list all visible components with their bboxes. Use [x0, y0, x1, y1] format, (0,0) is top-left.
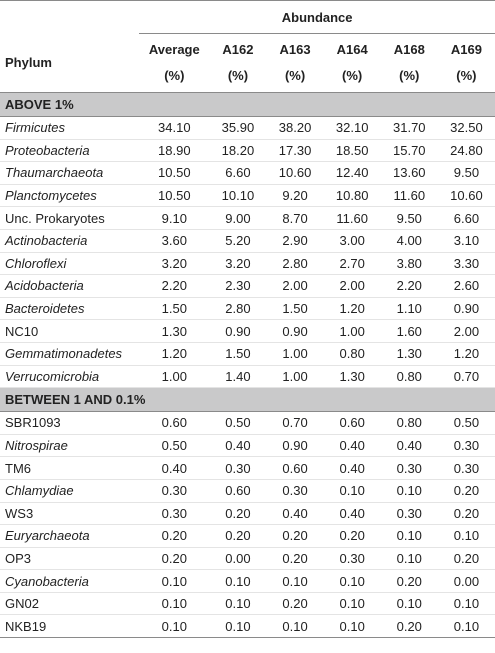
abundance-value: 10.60	[438, 184, 495, 207]
table-body	[0, 93, 495, 638]
abundance-value: 0.20	[267, 525, 324, 548]
abundance-value: 0.80	[381, 365, 438, 388]
table-row	[0, 457, 495, 480]
abundance-value: 6.60	[438, 207, 495, 230]
phylum-name: OP3	[0, 547, 139, 570]
abundance-value: 1.50	[209, 342, 266, 365]
phylum-header: Phylum	[0, 34, 139, 93]
abundance-value: 6.60	[209, 162, 266, 185]
abundance-value: 12.40	[324, 162, 381, 185]
abundance-value: 0.70	[438, 365, 495, 388]
abundance-value: 0.40	[139, 457, 209, 480]
phylum-name: Unc. Prokaryotes	[0, 207, 139, 230]
abundance-value: 0.40	[267, 502, 324, 525]
abundance-value: 5.20	[209, 229, 266, 252]
abundance-value: 0.20	[324, 525, 381, 548]
abundance-value: 0.10	[324, 479, 381, 502]
abundance-value: 0.30	[438, 434, 495, 457]
abundance-value: 0.00	[209, 547, 266, 570]
abundance-value: 0.10	[438, 592, 495, 615]
abundance-value: 0.20	[438, 502, 495, 525]
abundance-value: 0.10	[267, 570, 324, 593]
table-row	[0, 342, 495, 365]
abundance-value: 0.20	[438, 547, 495, 570]
abundance-value: 2.20	[139, 275, 209, 298]
abundance-value: 18.50	[324, 139, 381, 162]
abundance-value: 32.50	[438, 117, 495, 140]
column-unit: (%)	[342, 68, 363, 83]
abundance-value: 1.00	[267, 365, 324, 388]
abundance-value: 0.80	[324, 342, 381, 365]
phylum-name: SBR1093	[0, 412, 139, 435]
abundance-value: 1.50	[139, 297, 209, 320]
abundance-value: 0.60	[324, 412, 381, 435]
table-row	[0, 162, 495, 185]
abundance-header: Abundance	[139, 1, 495, 34]
abundance-value: 0.10	[324, 615, 381, 638]
section-title: ABOVE 1%	[0, 93, 495, 117]
phylum-name: NC10	[0, 320, 139, 343]
table-row	[0, 297, 495, 320]
abundance-value: 0.20	[381, 615, 438, 638]
section-title: BETWEEN 1 AND 0.1%	[0, 388, 495, 412]
phylum-name: Verrucomicrobia	[0, 365, 139, 388]
abundance-value: 35.90	[209, 117, 266, 140]
table-row	[0, 412, 495, 435]
abundance-value: 9.20	[267, 184, 324, 207]
phylum-name: Gemmatimonadetes	[0, 342, 139, 365]
abundance-value: 0.20	[267, 547, 324, 570]
column-header-a163	[267, 34, 324, 93]
abundance-value: 1.40	[209, 365, 266, 388]
abundance-value: 9.10	[139, 207, 209, 230]
table-row	[0, 252, 495, 275]
abundance-value: 3.10	[438, 229, 495, 252]
table-row	[0, 479, 495, 502]
abundance-value: 1.20	[438, 342, 495, 365]
column-name: A163	[279, 42, 311, 57]
abundance-value: 0.70	[267, 412, 324, 435]
table-row	[0, 229, 495, 252]
abundance-value: 0.20	[438, 479, 495, 502]
phylum-name: WS3	[0, 502, 139, 525]
table-row	[0, 320, 495, 343]
column-name: Average	[148, 42, 200, 57]
abundance-value: 0.30	[438, 457, 495, 480]
phylum-name: Chloroflexi	[0, 252, 139, 275]
abundance-value: 18.20	[209, 139, 266, 162]
column-unit: (%)	[164, 68, 185, 83]
abundance-value: 0.40	[324, 457, 381, 480]
abundance-value: 0.10	[209, 592, 266, 615]
abundance-value: 3.30	[438, 252, 495, 275]
abundance-value: 0.20	[139, 547, 209, 570]
abundance-value: 0.40	[209, 434, 266, 457]
table-row	[0, 434, 495, 457]
abundance-value: 0.10	[324, 592, 381, 615]
abundance-value: 2.80	[209, 297, 266, 320]
table-row	[0, 139, 495, 162]
abundance-value: 1.20	[324, 297, 381, 320]
abundance-value: 0.30	[381, 457, 438, 480]
abundance-value: 0.50	[209, 412, 266, 435]
column-unit: (%)	[284, 68, 306, 83]
abundance-value: 0.10	[324, 570, 381, 593]
abundance-value: 3.20	[209, 252, 266, 275]
abundance-value: 13.60	[381, 162, 438, 185]
abundance-value: 2.70	[324, 252, 381, 275]
abundance-value: 31.70	[381, 117, 438, 140]
abundance-value: 0.30	[139, 502, 209, 525]
abundance-value: 0.10	[267, 615, 324, 638]
abundance-value: 0.60	[139, 412, 209, 435]
phylum-name: Acidobacteria	[0, 275, 139, 298]
abundance-value: 0.30	[139, 479, 209, 502]
abundance-value: 2.00	[324, 275, 381, 298]
abundance-value: 1.20	[139, 342, 209, 365]
abundance-value: 9.50	[438, 162, 495, 185]
abundance-value: 4.00	[381, 229, 438, 252]
abundance-value: 0.10	[209, 615, 266, 638]
abundance-value: 0.10	[139, 615, 209, 638]
abundance-value: 24.80	[438, 139, 495, 162]
column-header-a162	[209, 34, 266, 93]
column-name: A168	[393, 42, 425, 57]
abundance-value: 1.10	[381, 297, 438, 320]
abundance-value: 38.20	[267, 117, 324, 140]
abundance-value: 3.80	[381, 252, 438, 275]
abundance-value: 8.70	[267, 207, 324, 230]
abundance-value: 0.20	[139, 525, 209, 548]
phylum-name: Thaumarchaeota	[0, 162, 139, 185]
abundance-value: 0.10	[381, 547, 438, 570]
column-unit: (%)	[227, 68, 249, 83]
column-name: A162	[222, 42, 254, 57]
column-header-a169	[438, 34, 495, 93]
table-row	[0, 592, 495, 615]
abundance-value: 0.50	[438, 412, 495, 435]
abundance-value: 2.30	[209, 275, 266, 298]
abundance-value: 0.80	[381, 412, 438, 435]
abundance-value: 34.10	[139, 117, 209, 140]
abundance-value: 11.60	[324, 207, 381, 230]
phylum-name: Nitrospirae	[0, 434, 139, 457]
abundance-value: 0.50	[139, 434, 209, 457]
abundance-value: 2.80	[267, 252, 324, 275]
abundance-value: 1.60	[381, 320, 438, 343]
abundance-value: 0.10	[381, 592, 438, 615]
abundance-value: 10.10	[209, 184, 266, 207]
phylum-name: Planctomycetes	[0, 184, 139, 207]
phylum-name: Proteobacteria	[0, 139, 139, 162]
abundance-value: 15.70	[381, 139, 438, 162]
abundance-value: 11.60	[381, 184, 438, 207]
table-row	[0, 502, 495, 525]
phylum-name: Firmicutes	[0, 117, 139, 140]
abundance-value: 0.30	[267, 479, 324, 502]
table-row	[0, 117, 495, 140]
section-header-row	[0, 388, 495, 412]
abundance-value: 10.60	[267, 162, 324, 185]
abundance-value: 0.40	[324, 434, 381, 457]
abundance-value: 0.10	[438, 525, 495, 548]
abundance-value: 2.00	[267, 275, 324, 298]
abundance-value: 17.30	[267, 139, 324, 162]
abundance-value: 3.00	[324, 229, 381, 252]
column-name: A164	[336, 42, 368, 57]
abundance-value: 1.50	[267, 297, 324, 320]
abundance-value: 1.30	[324, 365, 381, 388]
abundance-value: 0.30	[324, 547, 381, 570]
abundance-value: 0.10	[139, 570, 209, 593]
column-header-a164	[324, 34, 381, 93]
column-header-a168	[381, 34, 438, 93]
abundance-value: 0.10	[438, 615, 495, 638]
abundance-value: 0.40	[324, 502, 381, 525]
phylum-name: GN02	[0, 592, 139, 615]
abundance-value: 3.60	[139, 229, 209, 252]
abundance-value: 0.20	[209, 502, 266, 525]
abundance-value: 0.20	[381, 570, 438, 593]
abundance-value: 0.20	[209, 525, 266, 548]
abundance-value: 0.90	[438, 297, 495, 320]
abundance-value: 1.30	[139, 320, 209, 343]
abundance-value: 10.50	[139, 184, 209, 207]
abundance-value: 0.90	[267, 434, 324, 457]
table-row	[0, 184, 495, 207]
abundance-value: 0.90	[267, 320, 324, 343]
column-name: A169	[450, 42, 482, 57]
abundance-value: 10.50	[139, 162, 209, 185]
abundance-value: 9.00	[209, 207, 266, 230]
phylum-name: Chlamydiae	[0, 479, 139, 502]
abundance-value: 1.00	[324, 320, 381, 343]
abundance-value: 10.80	[324, 184, 381, 207]
phylum-name: TM6	[0, 457, 139, 480]
abundance-value: 32.10	[324, 117, 381, 140]
table-row	[0, 365, 495, 388]
phylum-name: Actinobacteria	[0, 229, 139, 252]
abundance-value: 2.00	[438, 320, 495, 343]
abundance-value: 0.60	[209, 479, 266, 502]
column-unit: (%)	[399, 68, 420, 83]
table-row	[0, 275, 495, 298]
abundance-value: 0.30	[209, 457, 266, 480]
abundance-value: 18.90	[139, 139, 209, 162]
abundance-value: 2.90	[267, 229, 324, 252]
abundance-value: 0.20	[267, 592, 324, 615]
abundance-value: 0.10	[381, 479, 438, 502]
abundance-value: 1.30	[381, 342, 438, 365]
phylum-name: NKB19	[0, 615, 139, 638]
table-row	[0, 207, 495, 230]
table-row	[0, 547, 495, 570]
table-row	[0, 525, 495, 548]
abundance-value: 9.50	[381, 207, 438, 230]
abundance-value: 0.10	[381, 525, 438, 548]
abundance-value: 1.00	[267, 342, 324, 365]
abundance-value: 2.60	[438, 275, 495, 298]
phylum-name: Cyanobacteria	[0, 570, 139, 593]
abundance-value: 0.60	[267, 457, 324, 480]
abundance-value: 1.00	[139, 365, 209, 388]
section-header-row	[0, 93, 495, 117]
header-spacer	[0, 1, 139, 34]
column-unit: (%)	[456, 68, 477, 83]
abundance-value: 0.90	[209, 320, 266, 343]
abundance-value: 0.30	[381, 502, 438, 525]
abundance-value: 0.40	[381, 434, 438, 457]
abundance-value: 0.10	[139, 592, 209, 615]
abundance-value: 0.10	[209, 570, 266, 593]
abundance-value: 3.20	[139, 252, 209, 275]
table-row	[0, 570, 495, 593]
table-row	[0, 615, 495, 638]
phylum-name: Euryarchaeota	[0, 525, 139, 548]
abundance-value: 0.00	[438, 570, 495, 593]
column-header-average	[139, 34, 209, 93]
phylum-name: Bacteroidetes	[0, 297, 139, 320]
abundance-value: 2.20	[381, 275, 438, 298]
